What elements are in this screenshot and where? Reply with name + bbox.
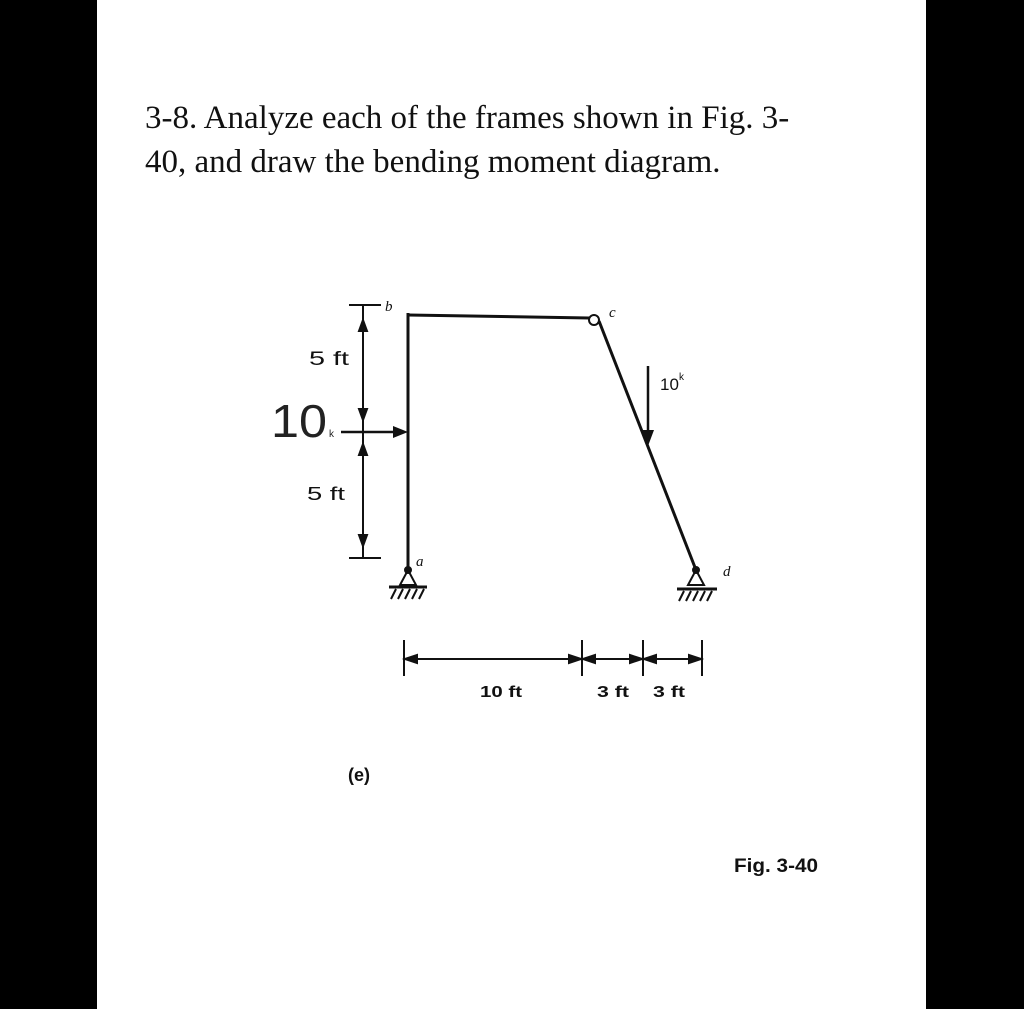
horizontal-load-unit: k — [329, 429, 334, 440]
frame-figure — [97, 0, 926, 1009]
joint-label-b: b — [385, 299, 393, 315]
dimension-span-3: 3 ft — [653, 684, 686, 701]
dimension-lower-height: 5 ft — [307, 484, 345, 504]
horizontal-dimension-line — [404, 640, 702, 676]
member-bc — [408, 315, 589, 318]
horizontal-load-value: 10 — [271, 395, 327, 447]
dimension-upper-height: 5 ft — [309, 349, 351, 370]
support-d — [677, 567, 717, 601]
dimension-span-2: 3 ft — [597, 684, 630, 701]
frame-members — [408, 313, 696, 570]
joint-label-a: a — [416, 554, 424, 570]
hinge-c — [589, 315, 599, 325]
problem-line-2: 40, and draw the bending moment diagram. — [145, 144, 721, 180]
dimension-span-1: 10 ft — [480, 684, 523, 701]
page-sheet — [97, 0, 926, 1009]
figure-caption: Fig. 3-40 — [734, 856, 818, 877]
joint-label-c: c — [609, 305, 616, 321]
vertical-load-value: 10 — [660, 375, 679, 394]
problem-line-1: 3-8. Analyze each of the frames shown in Fig. 3- — [145, 100, 790, 136]
vertical-dimension-line — [349, 305, 381, 558]
support-a — [389, 567, 427, 599]
member-cd — [599, 321, 696, 570]
joint-label-d: d — [723, 564, 731, 580]
vertical-load-arrow — [642, 366, 654, 446]
part-label: (e) — [348, 765, 370, 785]
vertical-load-unit: k — [679, 372, 684, 383]
